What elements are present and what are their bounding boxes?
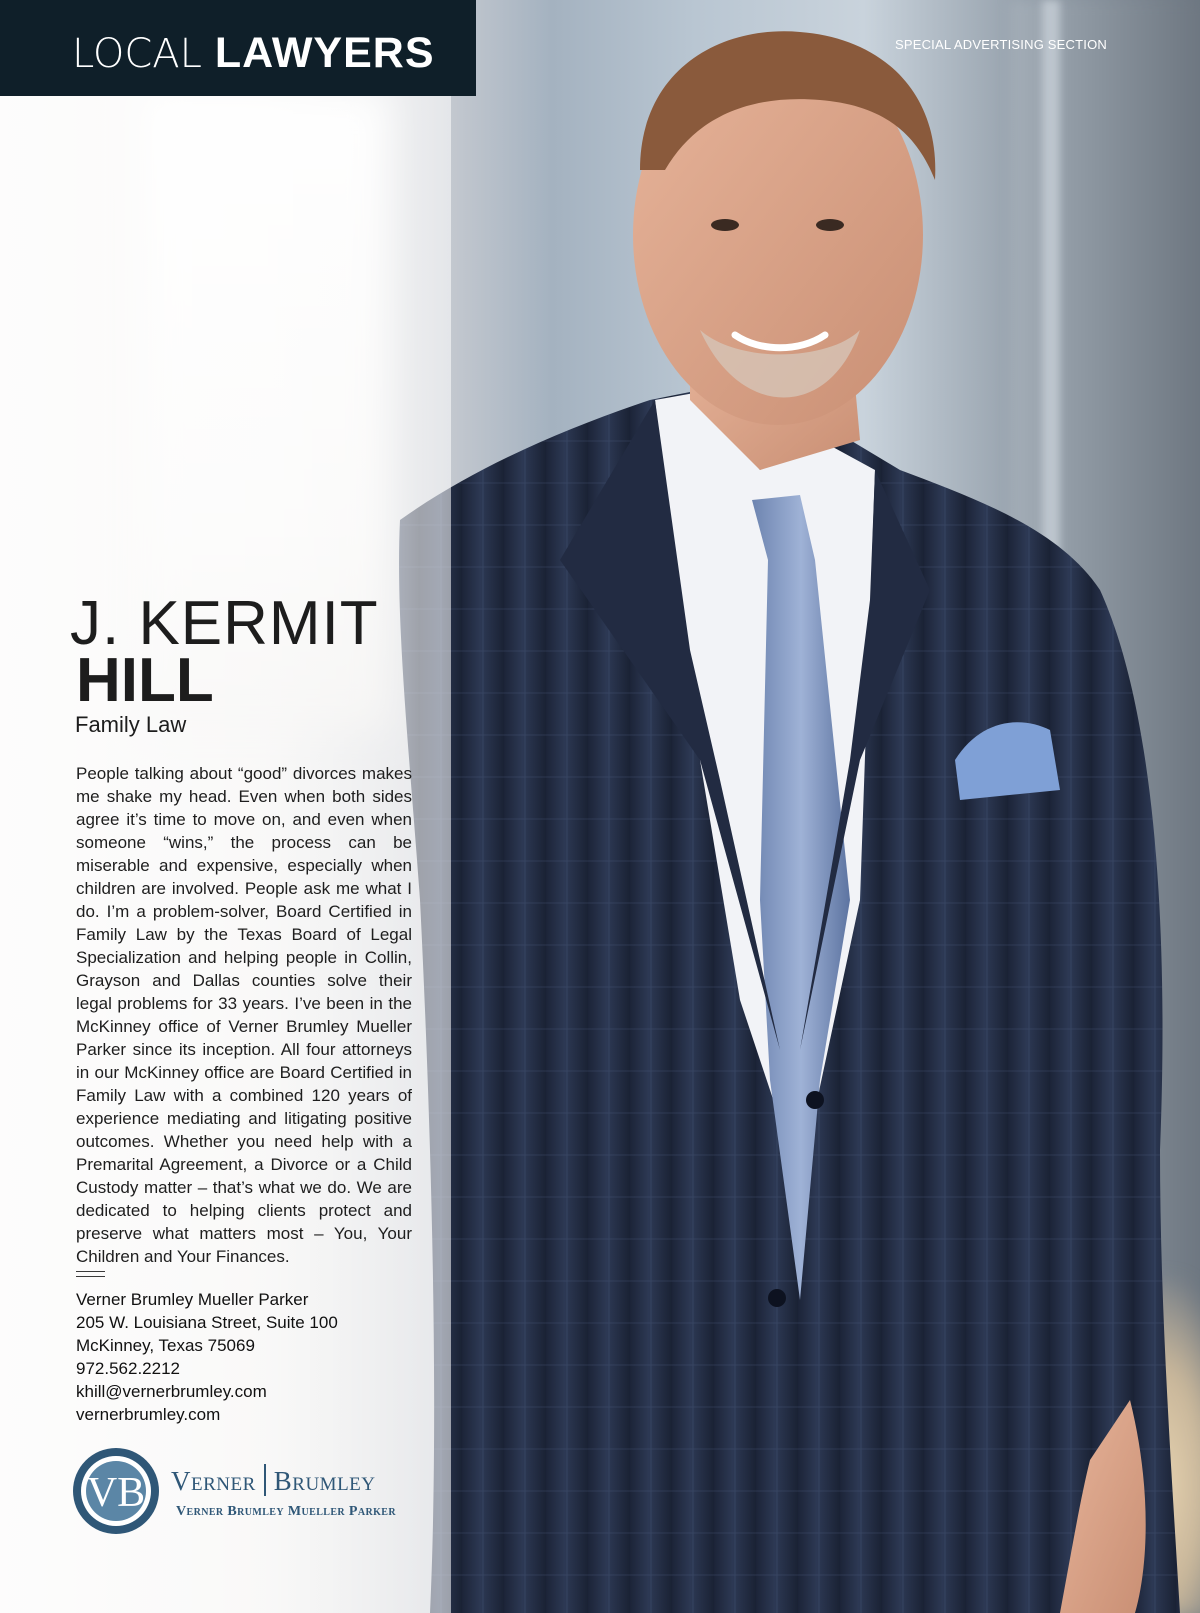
logo-separator (264, 1464, 266, 1496)
logo-wordmark-right: Brumley (273, 1466, 376, 1496)
email-address[interactable]: khill@vernerbrumley.com (76, 1382, 267, 1401)
city-state-zip: McKinney, Texas 75069 (76, 1336, 255, 1355)
logo-wordmark (171, 1464, 376, 1497)
website-link[interactable]: vernerbrumley.com (76, 1405, 221, 1424)
section-title-bold: LAWYERS (214, 29, 435, 77)
logo-subline: Verner Brumley Mueller Parker (176, 1504, 396, 1519)
vb-monogram-text: VB (86, 1470, 146, 1516)
section-divider (76, 1271, 105, 1277)
street-address: 205 W. Louisiana Street, Suite 100 (76, 1313, 338, 1332)
attorney-bio: People talking about “good” divorces makes me shake my head. Even when both sides agree it’s time to move on, and even when someone “wins,” the process can be miserable and expensive, especially when children are involved. People ask me what I do. I’m a problem-solver, Board Certified in Family Law by the Texas Board of Legal Specialization and helping people in Collin, Grayson and Dallas counties solve their legal problems for 33 years. I’ve been in the McKinney office of Verner Brumley Mueller Parker since its inception. All four attorneys in our McKinney office are Board Certified in Family Law with a combined 120 years of experience mediating and litigating positive outcomes. Whether you need help with a Premarital Agreement, a Divorce or a Child Custody matter – that’s what we do. We are dedicated to helping clients protect and preserve what matters most – You, Your Children and Your Finances. (76, 764, 412, 1266)
practice-area: Family Law (75, 712, 187, 737)
section-title-light: LOCAL (72, 31, 202, 77)
section-title (72, 29, 435, 77)
attorney-first-name: J. KERMIT (70, 589, 379, 658)
contact-block (76, 1288, 338, 1426)
special-advertising-label: SPECIAL ADVERTISING SECTION (894, 37, 1107, 52)
firm-name: Verner Brumley Mueller Parker (76, 1290, 309, 1309)
attorney-last-name: HILL (76, 646, 214, 715)
firm-logo (71, 1446, 396, 1538)
vb-monogram-icon (71, 1446, 161, 1536)
logo-wordmark-left: Verner (171, 1466, 256, 1496)
header-bar (0, 0, 476, 96)
phone-number[interactable]: 972.562.2212 (76, 1359, 180, 1378)
